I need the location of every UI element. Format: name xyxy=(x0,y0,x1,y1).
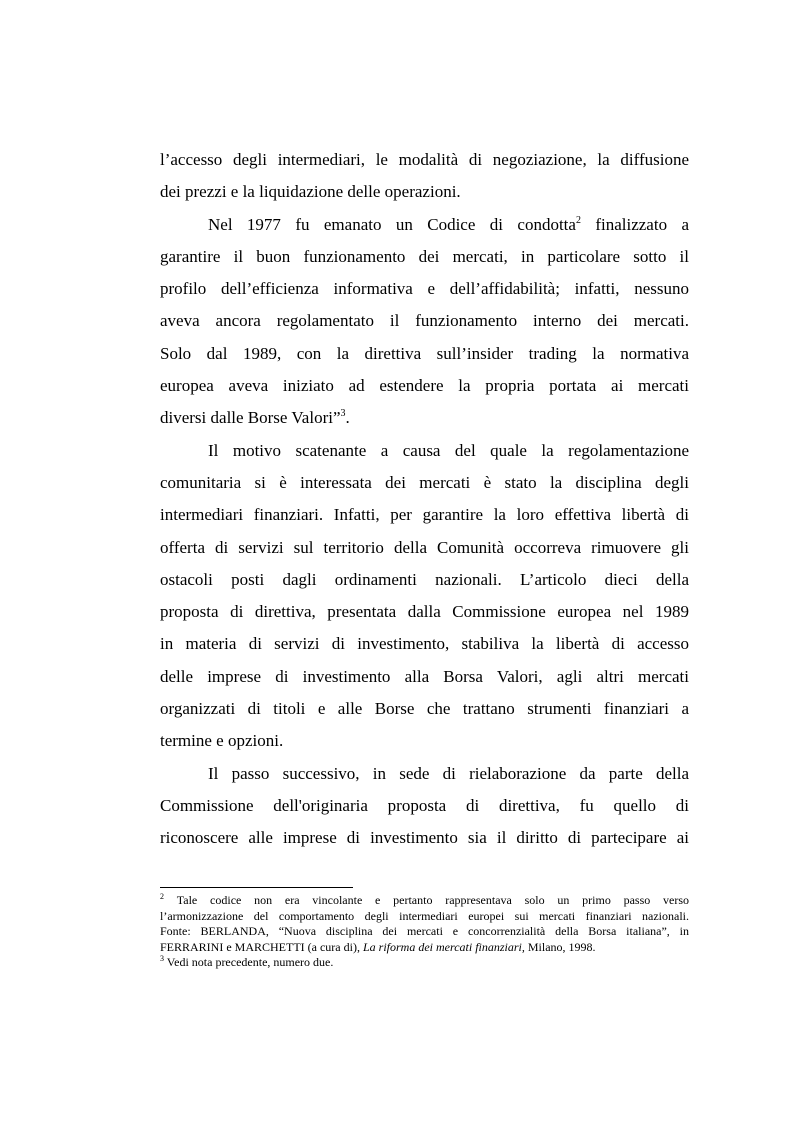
text-line: l’accesso degli intermediari, le modalità di negoziazione, la diffusione xyxy=(160,150,689,169)
text-line: europea aveva iniziato ad estendere la propria portata ai mercati xyxy=(160,376,689,396)
footnote-reference[interactable]: 2 xyxy=(575,214,581,226)
footnote-text: Milano, 1998. xyxy=(524,939,596,954)
footnotes xyxy=(160,893,689,971)
text-line: offerta di servizi sul territorio della Comunità occorreva rimuovere gli xyxy=(160,537,689,557)
footnote-text: FERRARINI e MARCHETTI (a cura di), xyxy=(160,939,363,954)
footnote-text: l’armonizzazione del comportamento degli intermediari europei sui mercati finanziari nazionali. xyxy=(160,908,689,923)
text-line: comunitaria si è interessata dei mercati è stato la disciplina degli xyxy=(160,472,689,492)
text-line xyxy=(160,402,689,434)
line-text: . xyxy=(345,408,350,428)
text-line: proposta di direttiva, presentata dalla Commissione europea nel 1989 xyxy=(160,602,689,622)
footnote-marker: 3 xyxy=(160,954,164,963)
text-line xyxy=(160,209,689,241)
text-line: aveva ancora regolamentato il funzionamento interno dei mercati. xyxy=(160,311,689,331)
footnote-text: Vedi nota precedente, numero due. xyxy=(164,955,334,969)
text-line: riconoscere alle imprese di investimento sia il diritto di partecipare ai xyxy=(160,828,689,848)
body-text xyxy=(160,144,689,855)
footnote-2 xyxy=(160,893,689,955)
text-line: Commissione dell'originaria proposta di direttiva, fu quello di xyxy=(160,795,689,815)
footnote-reference[interactable]: 3 xyxy=(340,408,346,420)
text-line: termine e opzioni. xyxy=(160,731,284,751)
line-text: diversi dalle Borse Valori” xyxy=(160,408,341,428)
text-line: organizzati di titoli e alle Borse che trattano strumenti finanziari a xyxy=(160,699,689,719)
text-line: Il passo successivo, in sede di rielaborazione da parte della xyxy=(208,763,689,783)
text-line: garantire il buon funzionamento dei mercati, in particolare sotto il xyxy=(160,246,689,266)
paragraph xyxy=(160,758,689,855)
text-line: in materia di servizi di investimento, stabiliva la libertà di accesso xyxy=(160,634,689,654)
paragraph xyxy=(160,209,689,435)
paragraph xyxy=(160,435,689,758)
footnote-text: Tale codice non era vincolante e pertanto rappresentava solo un primo passo verso xyxy=(176,893,690,907)
text-line: ostacoli posti dagli ordinamenti nazionali. L’articolo dieci della xyxy=(160,569,689,589)
book-title: La riforma dei mercati finanziari, xyxy=(362,939,525,954)
text-line: Il motivo scatenante a causa del quale la regolamentazione xyxy=(208,440,689,460)
text-line: dei prezzi e la liquidazione delle operazioni. xyxy=(160,182,461,202)
footnote-separator xyxy=(160,887,353,888)
footnote-text: Fonte: BERLANDA, “Nuova disciplina dei mercati e concorrenzialità della Borsa italiana”, in xyxy=(160,924,689,938)
line-text: finalizzato a xyxy=(580,214,689,234)
line-text: Nel 1977 fu emanato un Codice di condotta xyxy=(208,214,576,234)
text-line: intermediari finanziari. Infatti, per garantire la loro effettiva libertà di xyxy=(160,505,689,525)
paragraph xyxy=(160,144,689,209)
text-line: delle imprese di investimento alla Borsa Valori, agli altri mercati xyxy=(160,666,689,686)
footnote-marker: 2 xyxy=(160,892,164,901)
footnote-3 xyxy=(160,955,689,971)
text-line: profilo dell’efficienza informativa e dell’affidabilità; infatti, nessuno xyxy=(160,279,689,299)
text-line: Solo dal 1989, con la direttiva sull’insider trading la normativa xyxy=(160,343,689,363)
